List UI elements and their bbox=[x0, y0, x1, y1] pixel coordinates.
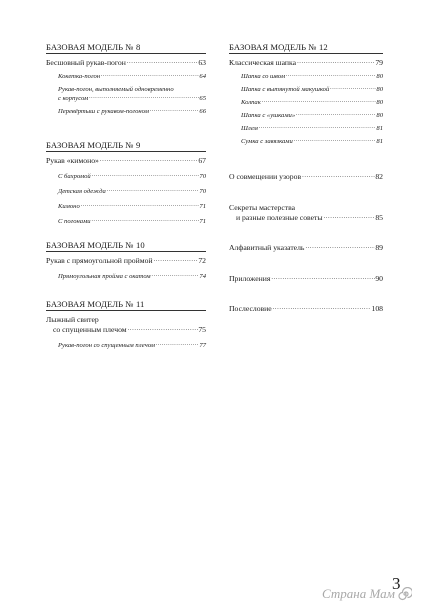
entry-title-line: Лыжный свитер bbox=[46, 315, 99, 324]
entry-page: 108 bbox=[371, 304, 383, 313]
section-alfavitnyi bbox=[229, 243, 383, 253]
section-model-12 bbox=[229, 41, 383, 146]
toc-subentry bbox=[46, 107, 206, 116]
entry-title: Кимоно bbox=[58, 203, 80, 210]
toc-entry bbox=[229, 172, 383, 182]
heading-rule bbox=[46, 53, 206, 54]
toc-entry bbox=[46, 156, 206, 166]
dot-leader bbox=[329, 84, 376, 93]
entry-title: Послесловие bbox=[229, 304, 272, 313]
entry-page: 79 bbox=[375, 58, 383, 67]
dot-leader bbox=[149, 106, 200, 115]
toc-subentry bbox=[46, 217, 206, 226]
section-sekrety bbox=[229, 203, 383, 223]
section-heading: БАЗОВАЯ МОДЕЛЬ № 11 bbox=[46, 299, 145, 309]
dot-leader bbox=[80, 201, 200, 210]
toc-subentry bbox=[46, 72, 206, 81]
entry-page: 89 bbox=[375, 243, 383, 252]
toc-subentry bbox=[229, 98, 383, 107]
entry-title: С бахромой bbox=[58, 173, 91, 180]
entry-title: Алфавитный указатель bbox=[229, 243, 305, 252]
entry-title-line: с корпусом bbox=[58, 95, 89, 102]
dot-leader bbox=[126, 57, 198, 67]
toc-subentry bbox=[46, 172, 206, 181]
entry-page: 72 bbox=[198, 256, 206, 265]
entry-title: Шапка с «ушками» bbox=[241, 112, 296, 119]
toc-subentry bbox=[229, 111, 383, 120]
section-heading: БАЗОВАЯ МОДЕЛЬ № 10 bbox=[46, 240, 145, 250]
entry-title-line: со спущенным плечом bbox=[53, 325, 127, 334]
dot-leader bbox=[153, 255, 199, 265]
section-heading: БАЗОВАЯ МОДЕЛЬ № 8 bbox=[46, 42, 141, 52]
watermark-text: Страна Мам bbox=[322, 586, 395, 601]
watermark-logo bbox=[322, 586, 412, 602]
section-heading: БАЗОВАЯ МОДЕЛЬ № 12 bbox=[229, 42, 328, 52]
entry-title: Прямоугольная пройма с окатом bbox=[58, 273, 151, 280]
dot-leader bbox=[151, 271, 200, 280]
entry-page: 64 bbox=[199, 73, 206, 80]
toc-entry bbox=[229, 58, 383, 68]
entry-title: О совмещении узоров bbox=[229, 172, 302, 181]
entry-title: Рукав с прямоугольной проймой bbox=[46, 256, 153, 265]
entry-title: Приложения bbox=[229, 274, 271, 283]
entry-page: 77 bbox=[199, 342, 206, 349]
dot-leader bbox=[91, 171, 200, 180]
entry-title: Бесшовный рукав-погон bbox=[46, 58, 126, 67]
dot-leader bbox=[261, 97, 377, 106]
dot-leader bbox=[293, 136, 377, 145]
entry-title: Шапка со швом bbox=[241, 73, 286, 80]
dot-leader bbox=[100, 71, 199, 80]
toc-entry bbox=[229, 213, 383, 223]
entry-page: 67 bbox=[198, 156, 206, 165]
toc-subentry bbox=[229, 137, 383, 146]
section-model-11 bbox=[46, 298, 206, 350]
section-posleslovie bbox=[229, 304, 383, 314]
entry-page: 90 bbox=[375, 274, 383, 283]
entry-title: Шапка с вытянутой макушкой bbox=[241, 86, 330, 93]
entry-page: 80 bbox=[376, 73, 383, 80]
entry-page: 85 bbox=[375, 213, 383, 222]
toc-entry bbox=[46, 256, 206, 266]
entry-title-line: Рукав-погон, выполняемый одновременно bbox=[58, 86, 174, 93]
dot-leader bbox=[295, 110, 376, 119]
entry-page: 81 bbox=[376, 138, 383, 145]
dot-leader bbox=[127, 324, 199, 334]
section-model-8 bbox=[46, 41, 206, 116]
entry-page: 80 bbox=[376, 112, 383, 119]
toc-entry bbox=[229, 274, 383, 284]
dot-leader bbox=[296, 57, 375, 67]
heading-rule bbox=[46, 151, 206, 152]
dot-leader bbox=[304, 242, 375, 252]
entry-page: 82 bbox=[375, 172, 383, 181]
spiral-icon bbox=[398, 587, 412, 601]
toc-subentry bbox=[46, 94, 206, 103]
entry-title: Рукав «кимоно» bbox=[46, 156, 99, 165]
entry-page: 80 bbox=[376, 86, 383, 93]
toc-subentry bbox=[46, 202, 206, 211]
dot-leader bbox=[99, 155, 198, 165]
toc-entry bbox=[229, 243, 383, 253]
entry-page: 63 bbox=[198, 58, 206, 67]
heading-rule bbox=[46, 251, 206, 252]
dot-leader bbox=[155, 340, 199, 349]
page-number: 3 bbox=[392, 574, 401, 593]
heading-rule bbox=[229, 53, 383, 54]
section-model-10 bbox=[46, 239, 206, 281]
entry-title: Сумка с завязками bbox=[241, 138, 293, 145]
entry-page: 71 bbox=[199, 218, 206, 225]
entry-page: 70 bbox=[199, 173, 206, 180]
toc-subentry bbox=[229, 124, 383, 133]
entry-page: 70 bbox=[199, 188, 206, 195]
entry-title: Перевёртыш с рукавом-погоном bbox=[58, 108, 149, 115]
section-heading: БАЗОВАЯ МОДЕЛЬ № 9 bbox=[46, 140, 141, 150]
toc-entry bbox=[46, 325, 206, 335]
entry-page: 75 bbox=[198, 325, 206, 334]
section-prilozheniya bbox=[229, 274, 383, 284]
entry-title: Детская одежда bbox=[58, 188, 106, 195]
entry-title-line: Секреты мастерства bbox=[229, 203, 296, 212]
entry-title: Колпак bbox=[241, 99, 261, 106]
entry-page: 74 bbox=[199, 273, 206, 280]
dot-leader bbox=[285, 71, 376, 80]
dot-leader bbox=[258, 123, 377, 132]
heading-rule bbox=[46, 310, 206, 311]
dot-leader bbox=[323, 212, 376, 222]
toc-subentry bbox=[229, 72, 383, 81]
dot-leader bbox=[272, 303, 372, 313]
entry-page: 81 bbox=[376, 125, 383, 132]
entry-title: Классическая шапка bbox=[229, 58, 297, 67]
dot-leader bbox=[106, 186, 200, 195]
entry-page: 65 bbox=[199, 95, 206, 102]
entry-page: 71 bbox=[199, 203, 206, 210]
entry-page: 80 bbox=[376, 99, 383, 106]
toc-subentry bbox=[46, 187, 206, 196]
dot-leader bbox=[91, 216, 200, 225]
section-model-9 bbox=[46, 139, 206, 226]
entry-title: Шлем bbox=[241, 125, 258, 132]
entry-title: Кокетка-погон bbox=[58, 73, 101, 80]
toc-entry bbox=[229, 304, 383, 314]
entry-page: 66 bbox=[199, 108, 206, 115]
entry-title-line: и разные полезные советы bbox=[236, 213, 323, 222]
entry-title: С погонами bbox=[58, 218, 91, 225]
section-sovmeschenie bbox=[229, 172, 383, 182]
toc-subentry bbox=[46, 272, 206, 281]
toc-subentry bbox=[46, 341, 206, 350]
entry-title: Рукав-погон со спущенным плечом bbox=[58, 342, 155, 349]
toc-entry bbox=[46, 58, 206, 68]
dot-leader bbox=[270, 273, 375, 283]
toc-subentry bbox=[229, 85, 383, 94]
dot-leader bbox=[88, 93, 199, 102]
dot-leader bbox=[301, 171, 375, 181]
